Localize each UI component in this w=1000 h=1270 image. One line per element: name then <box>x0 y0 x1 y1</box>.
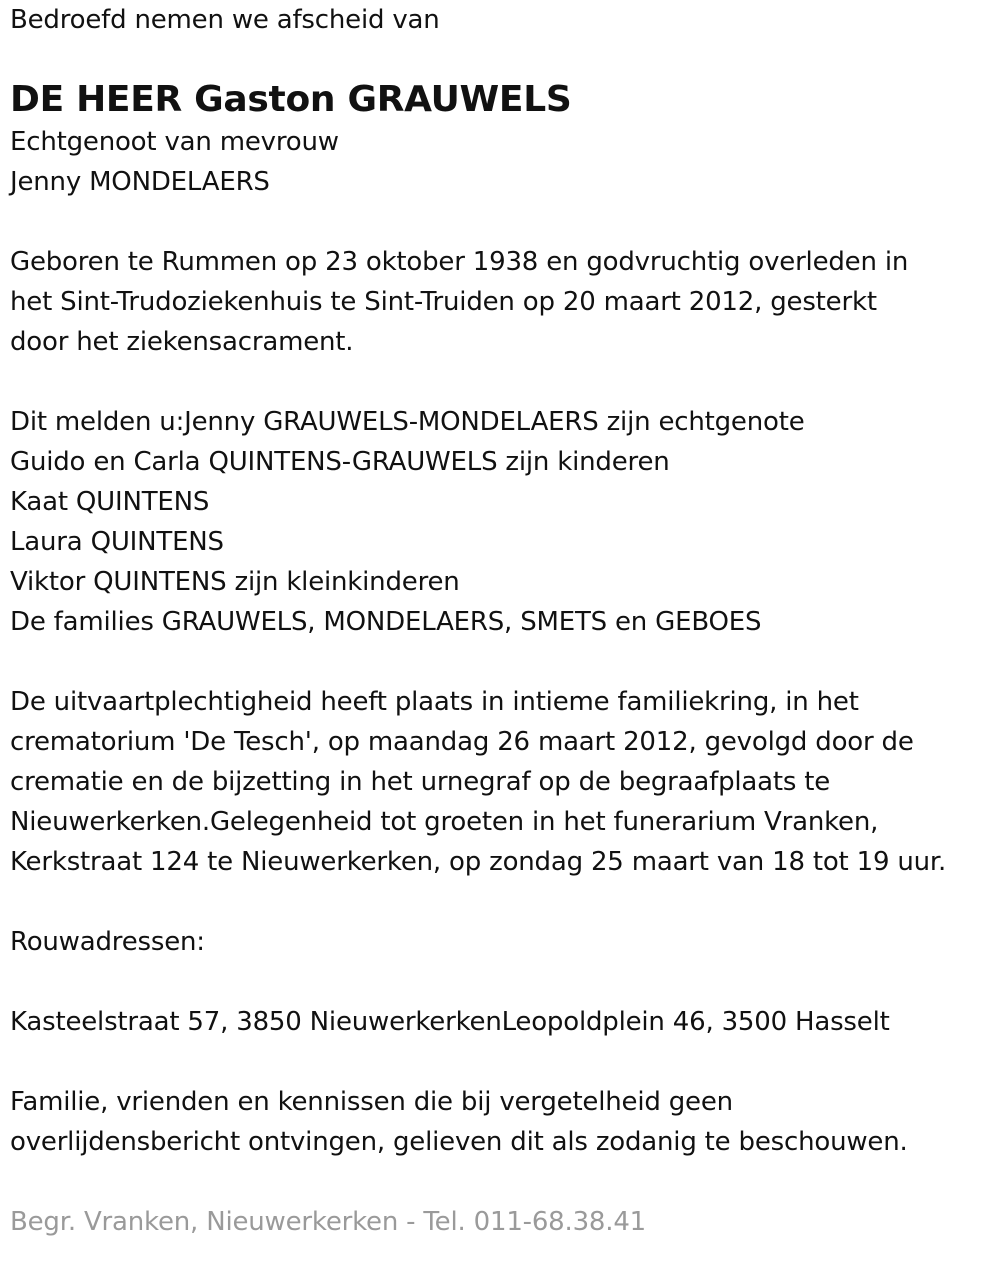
birth-paragraph <box>10 242 990 362</box>
announcer-line: Dit melden u:Jenny GRAUWELS-MONDELAERS zijn echtgenote <box>10 407 805 437</box>
spouse-line-2: Jenny MONDELAERS <box>10 167 270 197</box>
closing-line: overlijdensbericht ontvingen, gelieven dit als zodanig te beschouwen. <box>10 1127 908 1157</box>
ceremony-paragraph <box>10 682 990 882</box>
ceremony-line: crematie en de bijzetting in het urnegraf op de begraafplaats te <box>10 767 831 797</box>
announcers-list <box>10 402 990 642</box>
closing-paragraph <box>10 1082 990 1162</box>
ceremony-line: Nieuwerkerken.Gelegenheid tot groeten in het funerarium Vranken, <box>10 807 879 837</box>
announcer-line: Guido en Carla QUINTENS-GRAUWELS zijn kinderen <box>10 447 670 477</box>
announcer-line: Kaat QUINTENS <box>10 487 210 517</box>
announcer-line: Laura QUINTENS <box>10 527 224 557</box>
spouse-line-1: Echtgenoot van mevrouw <box>10 127 339 157</box>
ceremony-line: Kerkstraat 124 te Nieuwerkerken, op zondag 25 maart van 18 tot 19 uur. <box>10 847 947 877</box>
announcer-line: Viktor QUINTENS zijn kleinkinderen <box>10 567 460 597</box>
intro-text: Bedroefd nemen we afscheid van <box>10 5 440 35</box>
mourning-addresses: Kasteelstraat 57, 3850 NieuwerkerkenLeopoldplein 46, 3500 Hasselt <box>10 1007 890 1037</box>
ceremony-line: De uitvaartplechtigheid heeft plaats in intieme familiekring, in het <box>10 687 859 717</box>
birth-line: door het ziekensacrament. <box>10 327 354 357</box>
announcer-line: De families GRAUWELS, MONDELAERS, SMETS en GEBOES <box>10 607 762 637</box>
birth-line: Geboren te Rummen op 23 oktober 1938 en godvruchtig overleden in <box>10 247 909 277</box>
ceremony-line: crematorium 'De Tesch', op maandag 26 maart 2012, gevolgd door de <box>10 727 914 757</box>
closing-line: Familie, vrienden en kennissen die bij vergetelheid geen <box>10 1087 733 1117</box>
mourning-addresses-label: Rouwadressen: <box>10 927 205 957</box>
funeral-home-footer: Begr. Vranken, Nieuwerkerken - Tel. 011-68.38.41 <box>10 1207 647 1237</box>
deceased-name: DE HEER Gaston GRAUWELS <box>10 79 572 120</box>
birth-line: het Sint-Trudoziekenhuis te Sint-Truiden op 20 maart 2012, gesterkt <box>10 287 877 317</box>
obituary-notice <box>10 0 990 1242</box>
